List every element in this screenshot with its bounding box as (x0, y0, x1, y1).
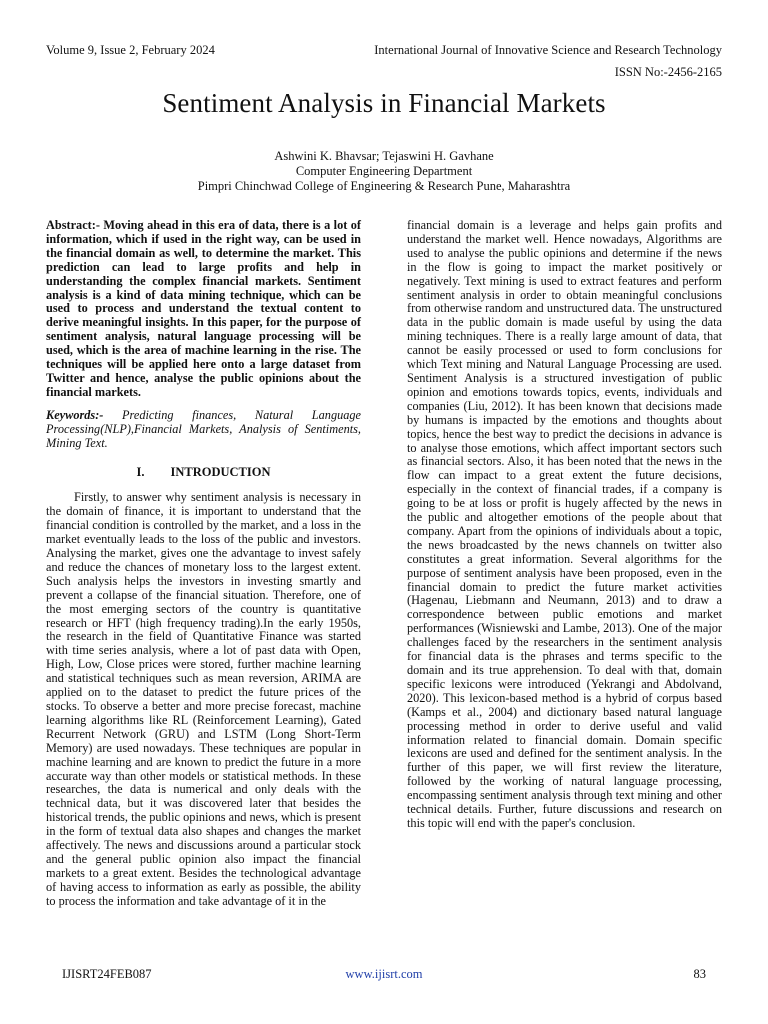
keywords-label: Keywords:- (46, 407, 104, 422)
journal-name: International Journal of Innovative Science and Research Technology (374, 43, 722, 57)
page-number: 83 (693, 967, 706, 981)
paper-title: Sentiment Analysis in Financial Markets (162, 88, 606, 118)
journal-website-link[interactable]: www.ijisrt.com (345, 967, 423, 981)
left-column (46, 219, 361, 909)
section-heading (46, 466, 361, 480)
footer-center (0, 967, 768, 982)
author-names: Ashwini K. Bhavsar; Tejaswini H. Gavhane (274, 149, 494, 163)
paper-id: IJISRT24FEB087 (62, 967, 152, 981)
section-number: I. (136, 464, 145, 479)
author-block (0, 149, 768, 194)
intro-paragraph-left: Firstly, to answer why sentiment analysis is necessary in the domain of finance, it is important to understand that the financial condition is controlled by the market, and a loss in the market eventually leads to the loss of the public and investors. Analysing the market, gives one the advantage to invest safely and reduce the chances of monetary loss to the largest extent. Such analysis helps the investors in investing smartly and prevent a collapse of the financial situation. Therefore, one of the most emerging sectors of the country is quantitative research or HFT (high frequency trading).In the early 1950s, the research in the field of Quantitative Finance was started with time series analysis, where a lot of past data with Open, High, Low, Close prices were stored, further machine learning and statistical techniques such as mean reversion, ARIMA are applied on to the dataset to predict the future prices of the stocks. To observe a better and more precise forecast, machine learning algorithms like RL (Reinforcement Learning), Gated Recurrent Network (GRU) and LSTM (Long Short-Term Memory) are used nowadays. These techniques are popular in machine learning and are known to predict the future in a more accurate way than other models or statistical methods. In these researches, the data is numerical and only deals with the technical data, but it was discovered later that besides the historical trends, the public opinions and news, which is present in the form of textual data also shapes and changes the market affectively. The news and discussions around a particular stock and the general public opinion also impact the financial markets to a great extent. Besides the technological advantage of having access to information as early as possible, the ability to process the information and take advantage of it in the (46, 490, 361, 908)
keywords-text: Predicting finances, Natural Language Processing(NLP),Financial Markets, Analysis of Sentiments, Mining Text. (46, 407, 361, 450)
intro-paragraph-right: financial domain is a leverage and helps gain profits and understand the market well. Hence nowadays, Algorithms are used to analyse the public opinions and determine if the news in the flow is going to impact the market positively or negatively. Text mining is used to extract features and perform sentiment analysis in order to obtain meaningful conclusions from otherwise random and unstructured data. The unstructured data in the public domain is made useful by using the data mining techniques. There is a really large amount of data, that cannot be easily processed or used to form conclusions for which Text mining and Natural Language Processing are used. Sentiment Analysis is a structured investigation of public opinion and emotions towards topics, events, individuals and companies (Liu, 2012). It has been known that decisions made by humans is impacted by the emotions and thoughts about topics, hence the best way to predict the decisions in advance is to analyse those emotions, which affect important sectors such as financial sectors. Also, it has been noted that the news in the flow can impact to a great extent the future decisions, especially in the context of financial trades, if a company is going to be at loss or profit is hugely affected by the news in the public and altogether emotions of the people about that company. Apart from the opinions of individuals about a topic, the news broadcasted by the news channels on twitter also constitutes a great information. Several algorithms for the purpose of sentiment analysis have been proposed, even in the financial domain to predict the future market activities (Hagenau, Liebmann and Neumann, 2013) and to draw a correspondence between public emotions and market performances (Wisniewski and Lambe, 2013). One of the major challenges faced by the researchers in the sentiment analysis for financial data is the phrases and terms specific to the domain and its true apprehension. To deal with that, domain specific lexicons were introduced (Yekrangi and Abdolvand, 2020). This lexicon-based method is a hybrid of corpus based (Kamps et al., 2004) and dictionary based natural language processing method in order to derive useful and valid information related to financial domain. Domain specific lexicons are used and defined for the sentiment analysis. In the further of this paper, we will first review the literature, followed by the working of natural language processing, encompassing sentiment analysis through text mining and other technical details. Further, future discussions and research on this topic will end with the paper's conclusion. (407, 218, 722, 830)
right-column (407, 219, 722, 831)
issn-number: ISSN No:-2456-2165 (614, 65, 722, 79)
author-affiliation: Pimpri Chinchwad College of Engineering & Research Pune, Maharashtra (197, 179, 571, 193)
author-department: Computer Engineering Department (295, 164, 473, 178)
abstract-text: Abstract:- Moving ahead in this era of data, there is a lot of information, which if used in the right way, can be used in the financial domain as well, to determine the market. This prediction can lead to large profits and help in understanding the complex financial markets. Sentiment analysis is a kind of data mining technique, which can be used to process and understand the textual content to derive meaningful insights. In this paper, for the purpose of sentiment analysis, natural language processing will be used, which is the area of machine learning in the rise. The techniques will be applied here onto a large dataset from Twitter and hence, analyse the public opinions about the financial markets. (46, 218, 361, 399)
keywords (46, 409, 361, 451)
volume-issue: Volume 9, Issue 2, February 2024 (46, 43, 215, 57)
section-title: INTRODUCTION (170, 464, 271, 479)
